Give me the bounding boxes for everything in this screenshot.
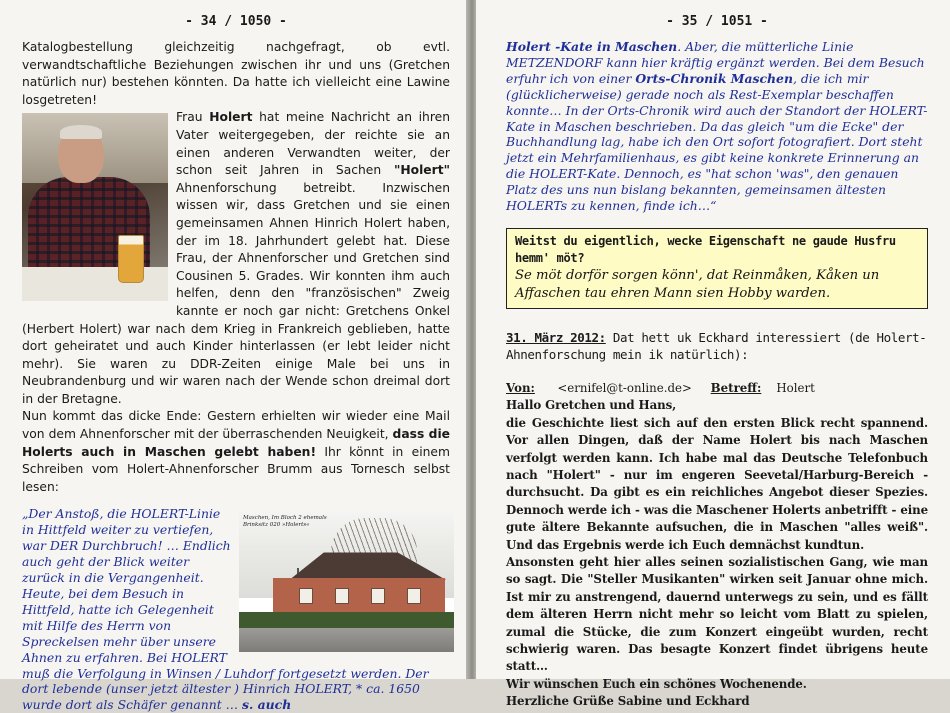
proverb-question: Weitst du eigentlich, wecke Eigenschaft ne gaude Husfru hemm' möt? (515, 233, 896, 265)
paragraph-news: Nun kommt das dicke Ende: Gestern erhielten wir wieder eine Mail von dem Ahnenforscher mit der überraschenden Neuigkeit, dass die Holerts auch in Maschen gelebt haben! Ihr könnt in einem Schreiben vom Holert-Ahnenforscher Brumm aus Tornesch selbst lesen: (22, 409, 450, 494)
quote-continued: Holert -Kate in Maschen. Aber, die mütterliche Linie METZENDORF kann hier kräftig ergänzt werden. Bei dem Besuch erfuhr ich von einer Orts-Chronik Maschen, die ich mir (glücklicherweise) gerade noch als Rest-Exemplar beschaffen konnte… In der Orts-Chronik wird auch der Standort der HOLERT-Kate in Maschen beschrieben. Da das gleich "um die Ecke" der Buchhandlung lag, habe ich den Ort sofort fotografiert. Dort steht jetzt ein Mehrfamilienhaus, es gibt keine konkrete Erinnerung an die HOLERT-Kate. Dennoch, es "hat schon 'was", den genauen Platz des uns nun bislang bekannten, gemeinsamen ältesten HOLERTs zu kennen, finde ich…“ (506, 39, 928, 214)
page-number-left: - 34 / 1050 - (185, 14, 287, 29)
email-message (506, 380, 928, 711)
email-line: Herzliche Grüße Sabine und Eckhard (506, 694, 750, 709)
email-line: Wir wünschen Euch ein schönes Wochenende. (506, 676, 807, 691)
entry-date-line: 31. März 2012: Dat hett uk Eckhard interessiert (de Holert-Ahnenforschung mein ik natürlich): (506, 329, 927, 363)
email-line: Ansonsten geht hier alles seinen sozialistischen Gang, wie man so sagt. Die "Steller Musikanten" wirken seit Januar ohne mich. Ist mir zu anstrengend, dauernd unterwegs zu sein, und es fällt dem älteren Herrn nicht mehr so leicht vom Blatt zu spielen, zumal die Stücke, die zum Konzert eingeübt wurden, recht schwierig waren. Das besagte Konzert findet übrigens heute statt… (506, 555, 928, 674)
proverb-answer: Se möt dorför sorgen könn', dat Reinmåken, Kåken un Affaschen tau ehren Mann sien Hobby warden. (515, 267, 880, 301)
photo-old-man (22, 113, 168, 301)
right-page (476, 0, 950, 709)
quote-ahnenforscher: Maschen, Im Bloch 2 ehemals Brinksitz 020 »Holerts« „Der Anstoß, die HOLERT-Linie in Hittfeld weiter zu vertiefen, war DER Durchbruch! … Endlich auch geht der Blick weiter zurück in die Vergangenheit. Heute, bei dem Besuch in Hittfeld, hatte ich Gelegenheit mit Hilfe des Herrn von Spreckelsen mehr über unsere Ahnen zu erfahren. Bei HOLERT muß die Verfolgung in Winsen / Luhdorf fortgesetzt werden. Der dort lebende (unser jetzt ältester ) Hinrich HOLERT, * ca. 1650 wurde dort als Schäfer genannt … s. auch (22, 506, 450, 713)
proverb-box (506, 228, 928, 309)
email-line: Hallo Gretchen und Hans, (506, 398, 677, 413)
paragraph-catalog: Katalogbestellung gleichzeitig nachgefragt, ob evtl. verwandtschaftliche Beziehungen zwischen ihr und uns (Gretchen natürlich nur) bestehen könnten. Da hatte ich vielleicht eine Lawine losgetreten! (22, 40, 450, 107)
page-number-right: - 35 / 1051 - (666, 14, 768, 29)
email-header: Von: <ernifel@t-online.de> Betreff: Holert (506, 380, 815, 395)
left-page (0, 0, 468, 713)
photo-caption: Maschen, Im Bloch 2 ehemals Brinksitz 020 »Holerts« (243, 515, 327, 529)
photo-house-maschen (239, 512, 454, 652)
email-line: die Geschichte liest sich auf den ersten Blick recht spannend. Vor allen Dingen, daß der Name Holert bis nach Maschen verfolgt werden kann. Ich habe mal das Deutsche Telefonbuch nach "Holert" - nur im engeren Seevetal/Harburg-Bereich - durchsucht. Da gibt es ein reichliches Angebot dieser Spezies. Dennoch werde ich - was die Maschener Holerts anbetrifft - eine gute ältere Bekannte aufsuchen, die in Maschen "alles weiß". Und das Ergebnis werde ich Euch demnächst kundtun. (506, 415, 928, 552)
paragraph-holert: Frau Holert hat meine Nachricht an ihren Vater weitergegeben, der reichte sie an einen anderen Verwandten weiter, der schon seit Jahren in Sachen "Holert" Ahnenforschung betreibt. Inzwischen wissen wir, dass Gretchen und sie einen gemeinsamen Ahnen Hinrich Holert haben, der im 18. Jahrhundert gelebt hat. Diese Frau, der Ahnenforscher und Gretchen sind Cousinen 5. Grades. Wir konnten ihm auch helfen, denn den "französischen" Zweig kannte er noch gar nicht: Gretchens Onkel (Herbert Holert) war nach dem Krieg in Frankreich geblieben, hatte dort geheiratet und auch Kinder hinterlassen (er lebt leider nicht mehr). Sie waren zu DDR-Zeiten einige Male bei uns in Neubrandenburg und wir waren nach der Wende schon dreimal dort in der Bretagne. (22, 110, 450, 406)
